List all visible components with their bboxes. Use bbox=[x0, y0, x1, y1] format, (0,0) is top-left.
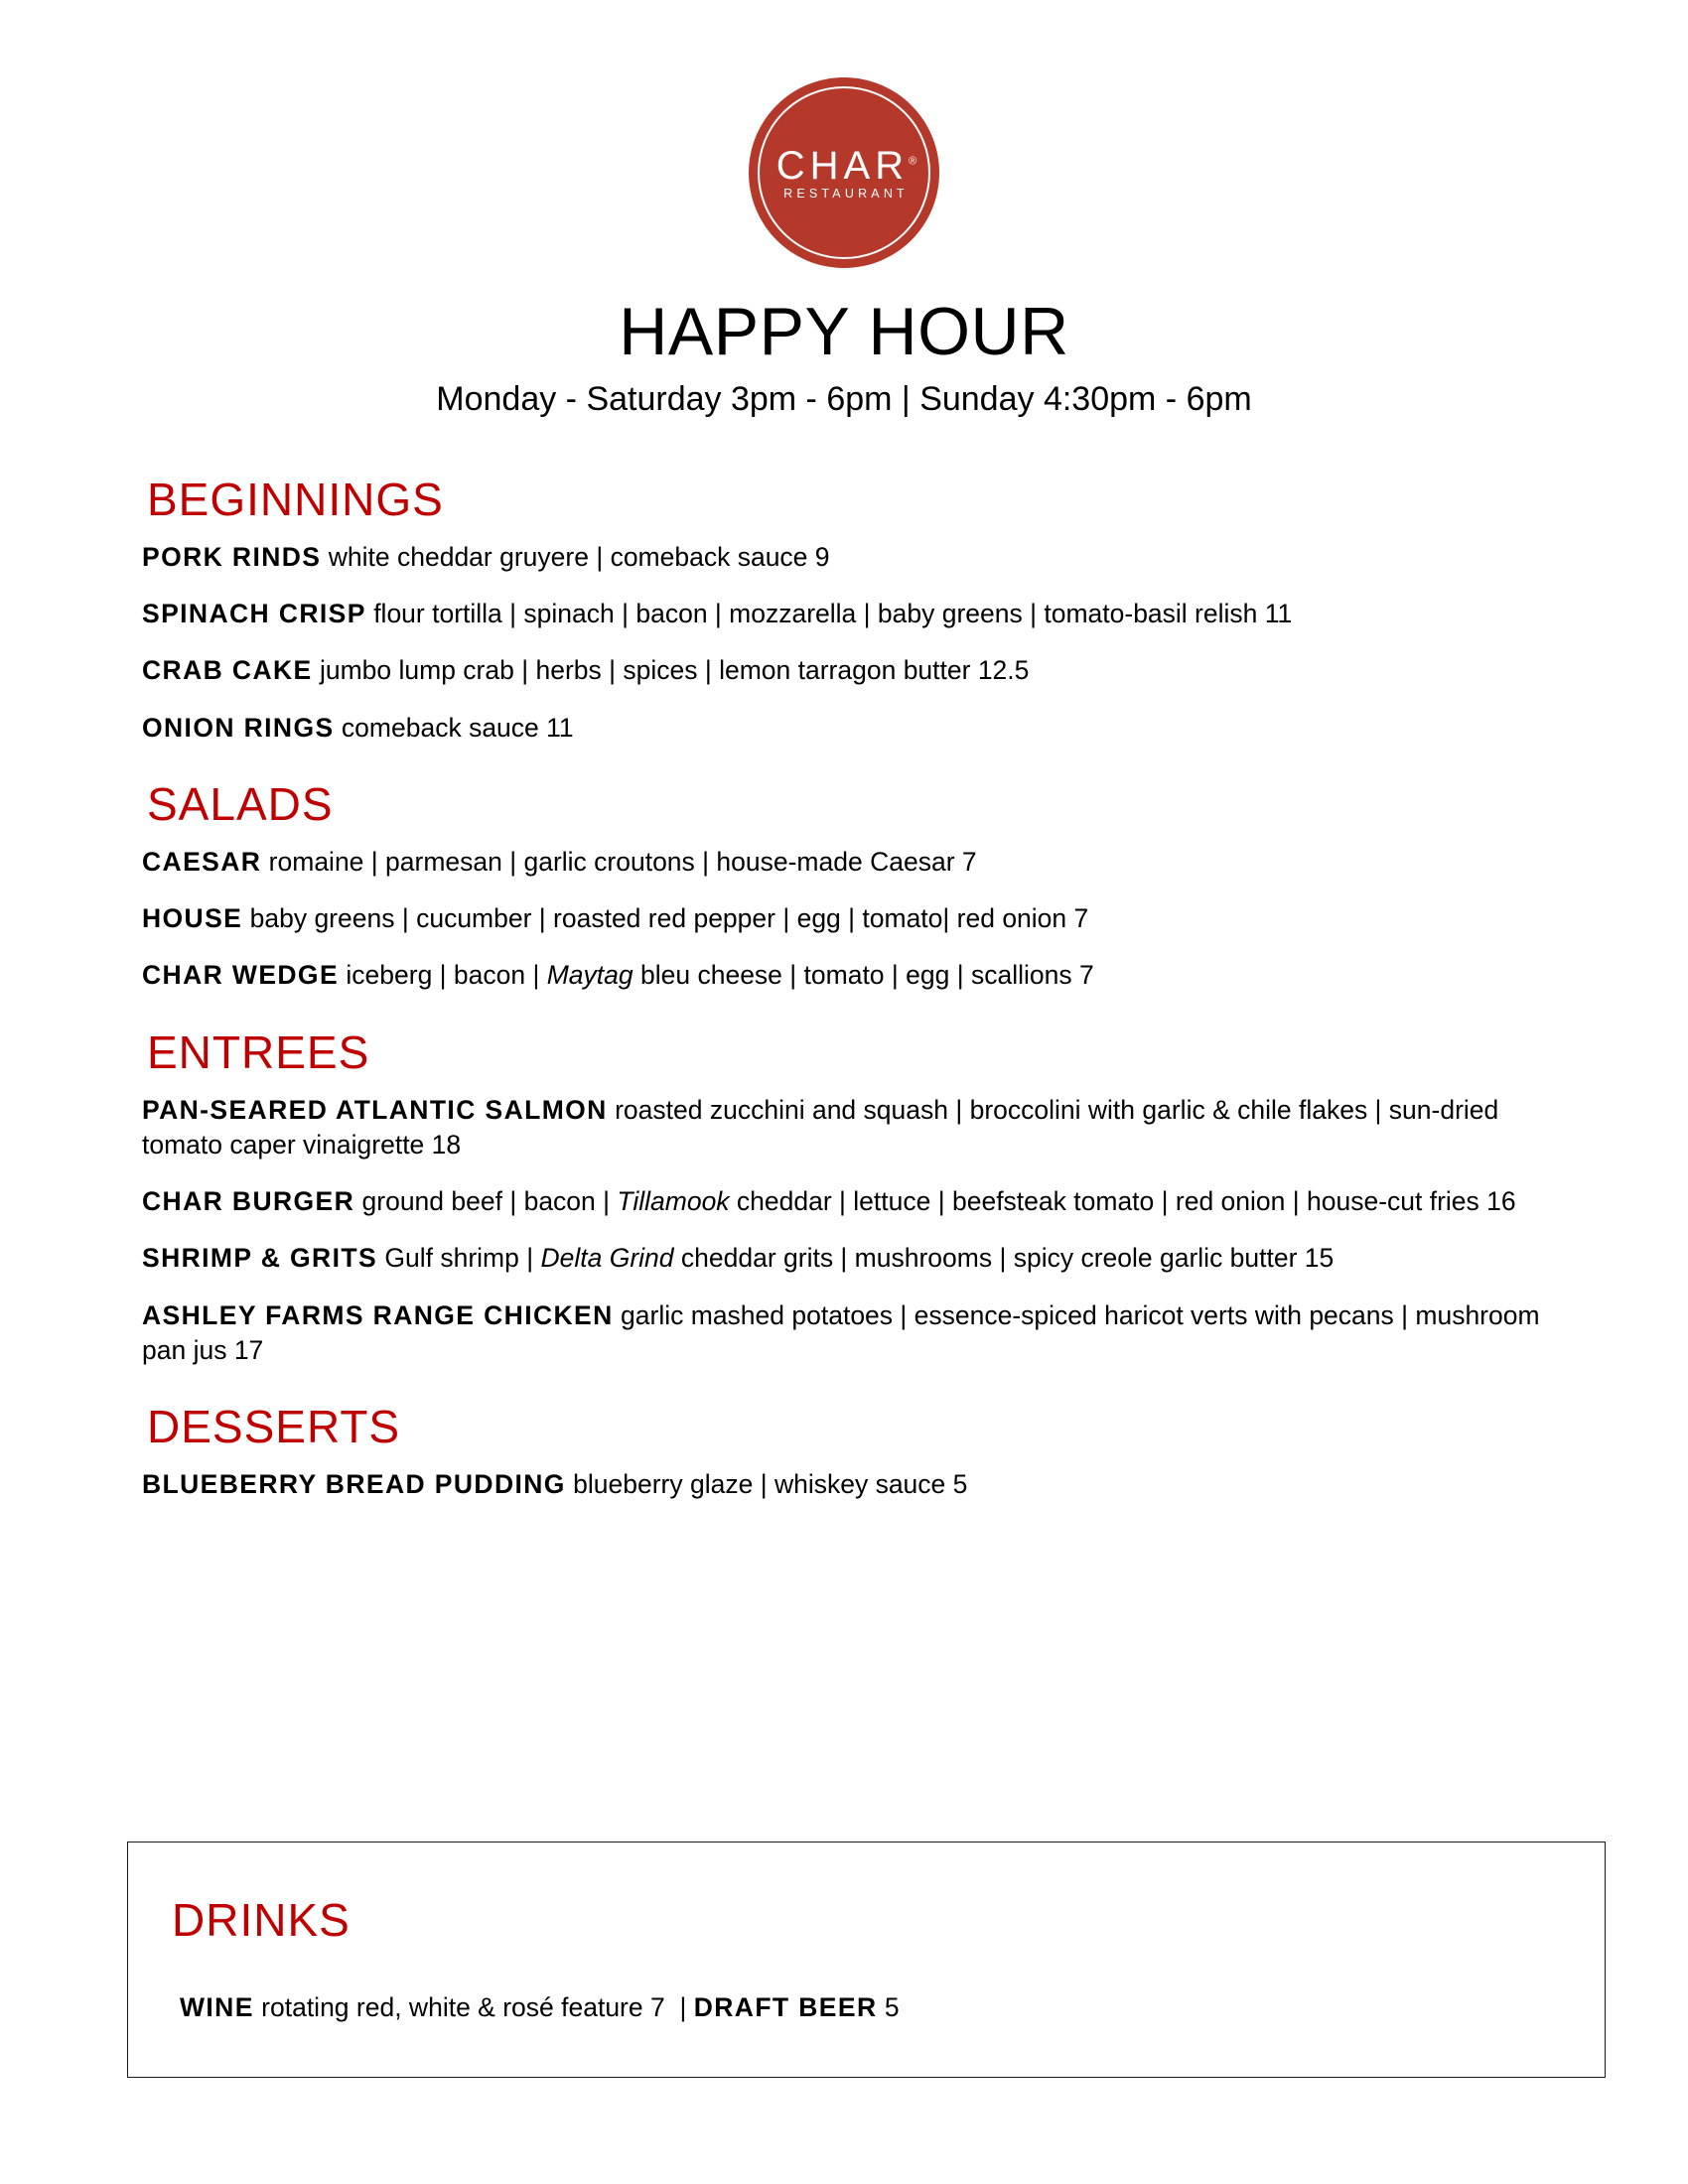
section-heading: DESSERTS bbox=[147, 1401, 401, 1453]
menu-item-name: ONION RINGS bbox=[142, 712, 335, 743]
menu-item-description: flour tortilla | spinach | bacon | mozzarella | baby greens | tomato-basil relish 11 bbox=[365, 599, 1293, 629]
menu-item bbox=[142, 901, 1552, 936]
menu-item-description: romaine | parmesan | garlic croutons | house-made Caesar 7 bbox=[261, 846, 977, 877]
menu-item bbox=[142, 845, 1552, 880]
menu-item-description: roasted zucchini and squash | broccolini with garlic & chile flakes | sun-dried tomato caper vinaigrette 18 bbox=[142, 1094, 1499, 1160]
registered-trademark-icon: ® bbox=[909, 155, 917, 168]
logo-name-text: CHAR bbox=[775, 143, 910, 188]
menu-item-description: Gulf shrimp | bbox=[377, 1243, 541, 1274]
menu-item-name: SHRIMP & GRITS bbox=[142, 1243, 378, 1274]
menu-item bbox=[142, 540, 1552, 575]
menu-item bbox=[142, 597, 1552, 631]
menu-item-name: BLUEBERRY BREAD PUDDING bbox=[142, 1469, 566, 1500]
menu-item-name: CAESAR bbox=[142, 846, 262, 877]
menu-item-description-cont: cheddar grits | mushrooms | spicy creole garlic butter 15 bbox=[673, 1243, 1335, 1274]
menu-item bbox=[142, 1241, 1552, 1276]
drinks-box bbox=[127, 1842, 1606, 2078]
menu-item-brand: Tillamook bbox=[617, 1186, 730, 1217]
menu-item bbox=[142, 1467, 1552, 1502]
menu-item-description: iceberg | bacon | bbox=[339, 960, 547, 991]
menu-item-description: jumbo lump crab | herbs | spices | lemon tarragon butter 12.5 bbox=[312, 655, 1030, 686]
menu-item bbox=[142, 1184, 1552, 1219]
menu-item-brand: Maytag bbox=[546, 960, 633, 991]
menu-item-description-cont: bleu cheese | tomato | egg | scallions 7 bbox=[633, 960, 1094, 991]
logo-subtitle: RESTAURANT bbox=[783, 186, 909, 201]
menu-section-beginnings bbox=[142, 474, 1552, 746]
menu-item-description: garlic mashed potatoes | essence-spiced haricot verts with pecans | mushroom pan jus 17 bbox=[142, 1299, 1540, 1365]
menu-item-description: baby greens | cucumber | roasted red pepper | egg | tomato| red onion 7 bbox=[242, 903, 1089, 934]
menu-item-description-cont: cheddar | lettuce | beefsteak tomato | red onion | house-cut fries 16 bbox=[729, 1186, 1516, 1217]
drinks-item bbox=[180, 1990, 1605, 2024]
menu-item-name: CHAR WEDGE bbox=[142, 960, 340, 991]
restaurant-logo bbox=[0, 77, 1688, 268]
menu-item-name: CHAR BURGER bbox=[142, 1186, 355, 1217]
menu-item-name: ASHLEY FARMS RANGE CHICKEN bbox=[142, 1299, 614, 1330]
section-heading: BEGINNINGS bbox=[147, 474, 444, 525]
menu-section-salads bbox=[142, 777, 1552, 994]
menu-item bbox=[142, 1093, 1552, 1162]
logo-circle bbox=[749, 77, 939, 268]
menu-item-name: HOUSE bbox=[142, 903, 243, 934]
menu-item-name: PAN-SEARED ATLANTIC SALMON bbox=[142, 1094, 608, 1125]
menu-item bbox=[142, 711, 1552, 746]
section-heading-drinks: DRINKS bbox=[172, 1894, 351, 1946]
menu-section-entrees bbox=[142, 1025, 1552, 1368]
menu-item-description: ground beef | bacon | bbox=[354, 1186, 618, 1217]
menu-item bbox=[142, 1298, 1552, 1368]
menu-item bbox=[142, 653, 1552, 688]
menu-item-description: blueberry glaze | whiskey sauce 5 bbox=[565, 1469, 968, 1500]
beer-item-price: 5 bbox=[877, 1992, 900, 2022]
happy-hour-hours: Monday - Saturday 3pm - 6pm | Sunday 4:30pm - 6pm bbox=[436, 380, 1252, 418]
menu-item-name: SPINACH CRISP bbox=[142, 599, 366, 629]
menu-item-description: white cheddar gruyere | comeback sauce 9 bbox=[321, 542, 830, 572]
wine-item-description: rotating red, white & rosé feature 7 | bbox=[253, 1992, 694, 2022]
menu-item bbox=[142, 958, 1552, 993]
menu-section-desserts bbox=[142, 1401, 1552, 1502]
logo-wordmark bbox=[772, 143, 917, 188]
section-heading: ENTREES bbox=[147, 1025, 370, 1078]
section-heading: SALADS bbox=[147, 777, 334, 830]
wine-item-name: WINE bbox=[180, 1992, 254, 2022]
menu-item-name: CRAB CAKE bbox=[142, 655, 313, 686]
menu-sections bbox=[142, 474, 1552, 1502]
beer-item-name: DRAFT BEER bbox=[693, 1992, 878, 2022]
menu-item-brand: Delta Grind bbox=[540, 1243, 674, 1274]
page-title: HAPPY HOUR bbox=[619, 294, 1069, 369]
menu-item-name: PORK RINDS bbox=[142, 542, 322, 572]
menu-item-description: comeback sauce 11 bbox=[334, 712, 574, 743]
